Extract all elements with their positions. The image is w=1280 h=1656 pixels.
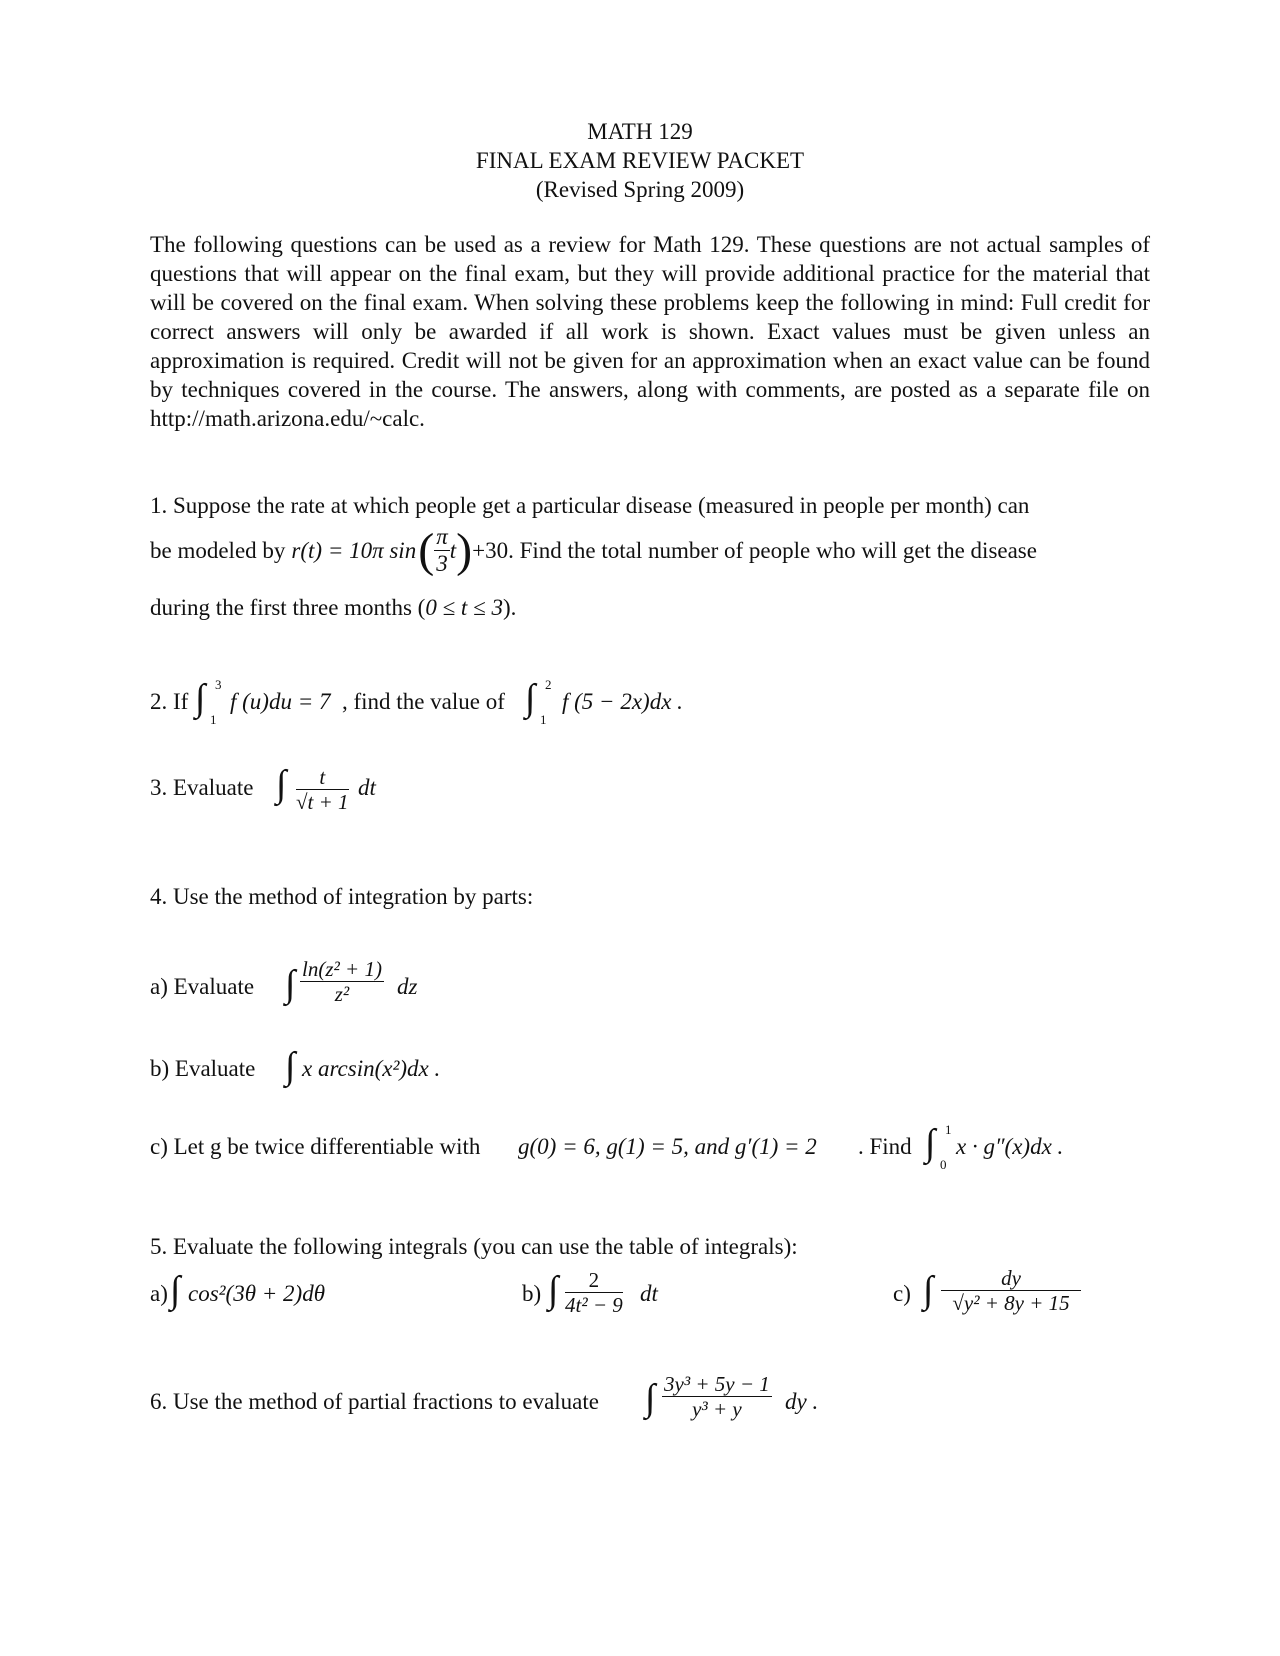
q4a-integral-sign: ∫ xyxy=(285,963,296,1005)
q3-dt: dt xyxy=(358,775,376,800)
q6-dy: dy . xyxy=(785,1389,819,1414)
q4a-num: ln(z² + 1) xyxy=(302,957,382,981)
q5c-integral-sign: ∫ xyxy=(923,1269,934,1311)
q1-frac-den: 3 xyxy=(436,551,448,577)
q1-var: t xyxy=(449,538,457,564)
q2-mid: , find the value of xyxy=(342,689,505,714)
q1-frac-num: π xyxy=(434,524,450,551)
q3-label: 3. Evaluate xyxy=(150,775,254,800)
q3-integral-sign: ∫ xyxy=(276,763,287,805)
q4c-integral-sign: ∫ xyxy=(925,1122,936,1164)
q2-line xyxy=(150,690,188,713)
q5b-label: b) xyxy=(522,1281,542,1306)
q5c-num: dy xyxy=(941,1266,1081,1291)
q3-num: t xyxy=(296,765,349,790)
q5a-expr: cos²(3θ + 2)dθ xyxy=(188,1281,325,1306)
q2-int1-lower: 1 xyxy=(210,712,217,727)
q1-close: ). xyxy=(502,595,517,620)
packet-title: FINAL EXAM REVIEW PACKET xyxy=(475,148,805,173)
course-title: MATH 129 xyxy=(587,119,693,144)
q1-line3 xyxy=(150,596,516,619)
intro-paragraph: The following questions can be used as a review for Math 129. These questions are not actual samples of questions that will appear on the final exam, but they will provide additional practice for the material that will be covered on the final exam. When solving these problems keep the following in mind: Full credit for correct answers will only be awarded if all work is shown. Exact values must be given unless an approximation is required. Credit will not be given for an approximation when an exact value can be found by techniques covered in the course. The answers, along with comments, are posted as a separate file on http://math.arizona.edu/~calc. xyxy=(150,232,1150,431)
q5b-dt: dt xyxy=(640,1281,658,1306)
q2-integrand-2: f (5 − 2x)dx . xyxy=(562,689,683,714)
q2-integral-sign-1: ∫ xyxy=(195,677,206,719)
q1-fraction xyxy=(434,524,450,578)
q1-post: . Find the total number of people who will get the disease xyxy=(508,538,1037,564)
q4a-fraction xyxy=(300,957,384,1006)
q4a-den: z² xyxy=(334,982,350,1007)
q4-label: 4. Use the method of integration by parts: xyxy=(150,884,534,909)
q1-paren-open: ( xyxy=(418,523,435,577)
q1-paren-close: ) xyxy=(456,523,473,577)
q1-line1: 1. Suppose the rate at which people get a particular disease (measured in people per month) can xyxy=(150,493,1030,518)
q4a-dz: dz xyxy=(397,974,418,999)
q1-range: 0 ≤ t ≤ 3 xyxy=(425,595,503,620)
q5b-fraction xyxy=(565,1268,623,1317)
q2-integrand-1: f (u)du = 7 xyxy=(230,689,331,714)
q5a-integral-sign: ∫ xyxy=(170,1269,181,1311)
q5b-integral-sign: ∫ xyxy=(548,1269,559,1311)
q1-pre: be modeled by xyxy=(150,538,286,564)
q6-label: 6. Use the method of partial fractions to evaluate xyxy=(150,1389,599,1414)
q4c-lower: 0 xyxy=(940,1157,947,1172)
q3-fraction xyxy=(296,765,349,814)
q6-integral-sign: ∫ xyxy=(645,1377,656,1419)
q1-line2 xyxy=(150,524,1037,578)
q2-label: 2. If xyxy=(150,689,189,714)
q5b-num: 2 xyxy=(565,1268,623,1293)
q5a-label: a) xyxy=(150,1281,168,1306)
q5c-fraction xyxy=(941,1266,1081,1315)
q2-int2-lower: 1 xyxy=(540,712,547,727)
q4c-label: c) Let g be twice differentiable with xyxy=(150,1134,481,1159)
q5b-den: 4t² − 9 xyxy=(565,1293,623,1318)
q2-int1-upper: 3 xyxy=(215,677,222,692)
q4c-upper: 1 xyxy=(945,1122,952,1137)
q1-line3-text: during the first three months ( xyxy=(150,595,426,620)
q4b-integral-sign: ∫ xyxy=(285,1045,296,1087)
q2-int2-upper: 2 xyxy=(545,677,552,692)
q4b-expr: x arcsin(x²)dx . xyxy=(302,1056,441,1081)
q4c-conditions: g(0) = 6, g(1) = 5, and g′(1) = 2 xyxy=(518,1134,817,1159)
q5c-label: c) xyxy=(893,1281,911,1306)
q4a-label: a) Evaluate xyxy=(150,974,255,999)
q4b-label: b) Evaluate xyxy=(150,1056,256,1081)
q4c-find: . Find xyxy=(858,1134,912,1159)
q6-den: y³ + y xyxy=(692,1397,742,1422)
q2-integral-sign-2: ∫ xyxy=(525,677,536,719)
revised-date: (Revised Spring 2009) xyxy=(535,177,745,202)
q4c-expr: x · g″(x)dx . xyxy=(956,1134,1064,1159)
q1-formula: r(t) = 10π sin xyxy=(291,538,417,564)
q6-fraction xyxy=(662,1372,772,1421)
q5c-den: √y² + 8y + 15 xyxy=(952,1291,1070,1316)
q6-num: 3y³ + 5y − 1 xyxy=(664,1372,770,1396)
q5-label: 5. Evaluate the following integrals (you can use the table of integrals): xyxy=(150,1234,798,1259)
q3-den: √t + 1 xyxy=(296,790,349,815)
q1-plus: +30 xyxy=(472,538,509,564)
